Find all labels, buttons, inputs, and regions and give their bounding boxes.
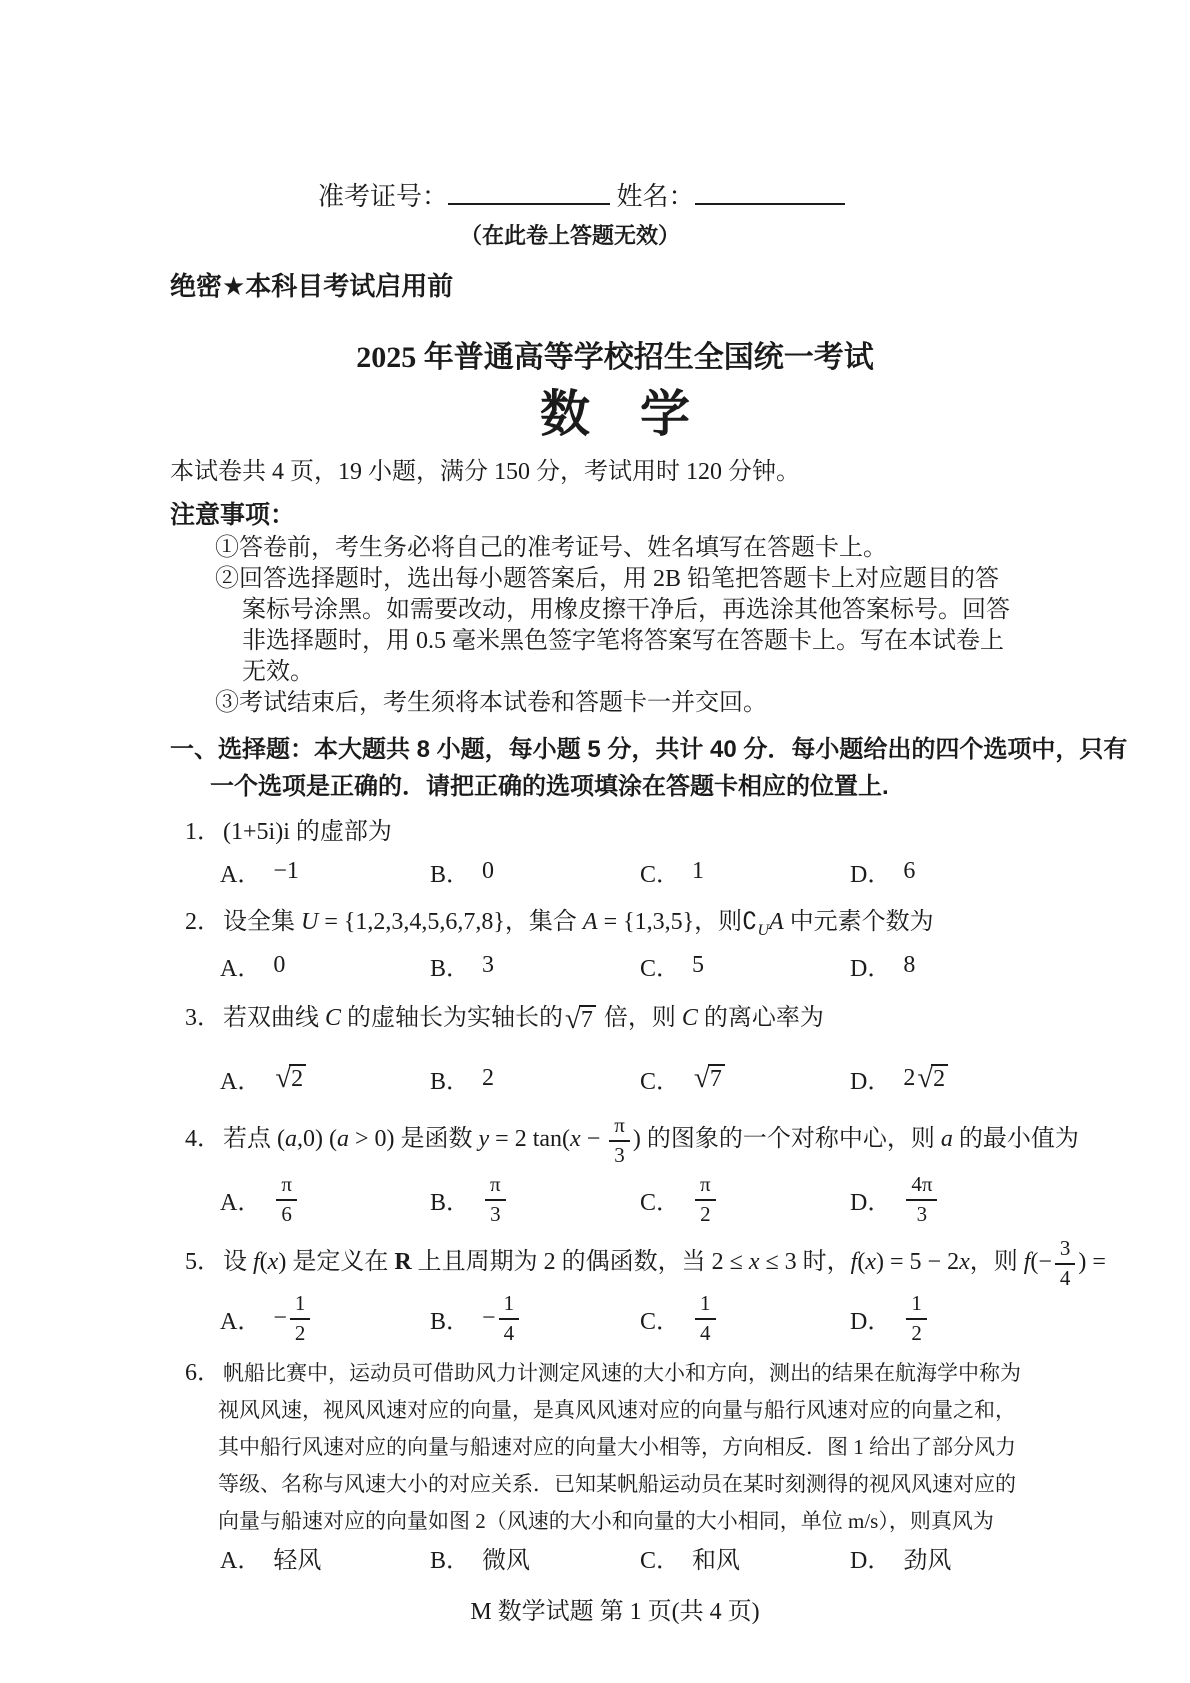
option-label: A．	[220, 1190, 262, 1217]
text-fragment: ，则	[969, 1248, 1024, 1275]
notice-item-2-line: ②回答选择题时，选出每小题答案后，用 2B 铅笔把答题卡上对应题目的答	[215, 566, 1000, 592]
math-fragment: 8	[903, 951, 916, 978]
fraction: $\frac{\pi}{2}$	[695, 1173, 716, 1226]
option	[220, 1540, 430, 1575]
math-fragment: −	[273, 1304, 287, 1331]
option	[640, 854, 850, 889]
admission-number-blank	[448, 179, 610, 205]
math-fragment: a	[336, 1125, 349, 1152]
section-one-heading	[170, 731, 1128, 805]
text-fragment: 设	[223, 1248, 253, 1275]
math-fragment: = {1,3,5}	[597, 909, 695, 935]
question-number: 3．	[185, 1004, 221, 1031]
text-fragment: 微风	[482, 1547, 531, 1574]
math-fragment: 2	[482, 1065, 495, 1092]
math-fragment: 1	[692, 858, 705, 884]
subject-title: 数 学	[540, 386, 690, 442]
option-value	[903, 858, 915, 885]
option-label: D．	[850, 955, 892, 982]
option-value	[692, 1173, 719, 1226]
math-fragment: 2 ≤	[711, 1248, 749, 1275]
option-label: B．	[430, 1069, 471, 1096]
math-fragment: 0	[482, 858, 495, 884]
option-value	[273, 1173, 300, 1226]
option	[850, 1173, 1060, 1226]
option-value	[903, 1064, 950, 1093]
page-footer: M 数学试题 第 1 页(共 4 页)	[470, 1598, 760, 1625]
option-label: A．	[220, 1069, 262, 1096]
math-fragment: −1	[273, 858, 299, 884]
math-fragment: > 0)	[348, 1125, 395, 1152]
math-fragment: f	[850, 1248, 858, 1275]
option-label: C．	[640, 955, 681, 982]
math-fragment: A	[769, 909, 784, 935]
option-label: C．	[640, 1547, 681, 1574]
option	[640, 1292, 850, 1345]
text-fragment: 和风	[692, 1547, 741, 1574]
secrecy-notice: 绝密★本科目考试启用前	[170, 271, 454, 301]
question-3-stem	[185, 997, 1060, 1034]
section-heading-line: 一、选择题：本大题共 8 小题，每小题 5 分，共计 40 分．每小题给出的四个选项中，只有	[170, 736, 1128, 763]
question-6-stem	[170, 1355, 1060, 1540]
invalid-note: （在此卷上答题无效）	[460, 223, 681, 248]
option-value	[903, 1173, 940, 1226]
option-value	[692, 858, 704, 885]
question-5-stem	[185, 1235, 1106, 1290]
question-6-line	[185, 1355, 1060, 1392]
option-label: C．	[640, 1190, 681, 1217]
option-value	[692, 1064, 727, 1093]
option	[430, 1173, 640, 1226]
question-4-stem	[185, 1112, 1079, 1167]
question-2-stem	[185, 901, 1060, 940]
text-fragment: ，则	[694, 909, 743, 935]
math-fragment: 5	[692, 951, 705, 978]
math-fragment: C	[681, 1004, 698, 1031]
radical: √ 7	[694, 1064, 725, 1093]
math-fragment: )	[278, 1248, 287, 1275]
question-number: 5．	[185, 1248, 221, 1275]
math-fragment: ) =	[1078, 1248, 1106, 1275]
math-fragment: (1+5i)i	[223, 819, 290, 845]
option-label: B．	[430, 1547, 471, 1574]
fraction: $\frac{1}{2}$	[906, 1292, 927, 1345]
option	[850, 1292, 1060, 1345]
math-fragment: 0	[273, 951, 286, 978]
option-value	[692, 1540, 740, 1575]
text-fragment: 上且周期为 2 的偶函数，当	[411, 1248, 712, 1275]
option-label: C．	[640, 1308, 681, 1335]
math-fragment: = {1,2,3,4,5,6,7,8}	[318, 909, 505, 935]
option-label: D．	[850, 1547, 892, 1574]
option-label: D．	[850, 1308, 892, 1335]
option-label: B．	[430, 955, 471, 982]
fraction: $\frac{1}{4}$	[695, 1292, 716, 1345]
question-1-stem	[185, 811, 1060, 846]
candidate-info-row	[318, 176, 1060, 213]
text-fragment: ，集合	[504, 909, 583, 935]
math-fragment: x	[748, 1248, 760, 1275]
question-text	[223, 1235, 1106, 1290]
option-value	[903, 1292, 930, 1345]
option-label: B．	[430, 862, 471, 888]
math-fragment: (	[277, 1125, 285, 1152]
text-fragment: 的图象的一个对称中心，则	[640, 1125, 941, 1152]
notice-item-2-line: 非选择题时，用 0.5 毫米黑色签字笔将答案写在答题卡上。写在本试卷上	[242, 628, 1004, 654]
option	[430, 1292, 640, 1345]
question-6-line: 其中船行风速对应的向量与船速对应的向量大小相等，方向相反．图 1 给出了部分风力	[218, 1434, 1016, 1459]
subscript: U	[757, 921, 770, 939]
notice-item-2	[170, 564, 1060, 688]
fraction: $\frac{\pi}{3}$	[609, 1114, 630, 1167]
math-fragment: a	[285, 1125, 297, 1152]
question-number: 2．	[185, 909, 221, 935]
option-label: A．	[220, 1308, 262, 1335]
option-label: B．	[430, 1308, 471, 1335]
math-fragment: U	[301, 909, 319, 935]
fraction: $\frac{\pi}{3}$	[485, 1173, 506, 1226]
math-fragment: x	[865, 1248, 876, 1275]
question-number: 6．	[185, 1359, 221, 1386]
question-6-line: 向量与船速对应的向量如图 2（风速的大小和向量的大小相同，单位 m/s），则真风为	[218, 1508, 994, 1533]
text-fragment: 轻风	[273, 1547, 322, 1574]
fraction: $\frac{4\pi}{3}$	[906, 1173, 937, 1226]
notice-item-1: ①答卷前，考生务必将自己的准考证号、姓名填写在答题卡上。	[215, 535, 887, 561]
option-value	[692, 1292, 719, 1345]
text-fragment: 是定义在	[286, 1248, 395, 1275]
option	[640, 1173, 850, 1226]
option-label: D．	[850, 862, 892, 888]
math-fragment: x	[959, 1248, 970, 1275]
option-label: C．	[640, 862, 681, 888]
option	[850, 948, 1060, 983]
math-fragment: −	[580, 1125, 607, 1152]
option	[430, 854, 640, 889]
question-1-options	[220, 854, 1060, 889]
fraction: $\frac{1}{2}$	[290, 1292, 311, 1345]
math-fragment: (−	[1030, 1248, 1052, 1275]
option-label: D．	[850, 1069, 892, 1096]
question-text	[223, 819, 392, 845]
math-fragment: −	[482, 1304, 496, 1331]
math-fragment: 3	[482, 951, 495, 978]
name-blank	[695, 179, 845, 205]
option	[430, 948, 640, 983]
option-value	[273, 952, 285, 979]
math-fragment: 2	[903, 1065, 916, 1092]
option	[430, 1540, 640, 1575]
text-fragment: 劲风	[903, 1547, 952, 1574]
text-fragment: 是函数	[394, 1125, 479, 1152]
option	[850, 1061, 1060, 1096]
question-2-options	[220, 948, 1060, 983]
option-value	[273, 1540, 321, 1575]
section-heading-line: 一个选项是正确的．请把正确的选项填涂在答题卡相应的位置上.	[210, 773, 889, 800]
text-fragment: 若点	[223, 1125, 277, 1152]
option-value	[482, 1065, 494, 1092]
math-fragment: a	[940, 1125, 953, 1152]
name-label: 姓名：	[616, 182, 695, 211]
option-label: A．	[220, 862, 262, 888]
text-fragment: 的离心率为	[697, 1004, 824, 1031]
question-number: 1．	[185, 819, 221, 845]
question-text	[223, 909, 934, 939]
text-fragment: 若双曲线	[223, 1004, 325, 1031]
option-value	[482, 858, 494, 885]
question-number: 4．	[185, 1125, 221, 1152]
option-value	[903, 952, 915, 979]
math-fragment: C	[325, 1004, 342, 1031]
question-4-options	[220, 1171, 1060, 1229]
option-value	[273, 1292, 313, 1345]
math-fragment: ,0) (	[297, 1125, 337, 1152]
math-fragment: A	[582, 909, 598, 935]
option-value	[273, 858, 299, 885]
option	[220, 948, 430, 983]
text-fragment: 的最小值为	[952, 1125, 1079, 1152]
math-fragment: f	[253, 1248, 260, 1275]
radical: √ 7	[565, 1005, 596, 1034]
option	[640, 948, 850, 983]
option-label: C．	[640, 1069, 681, 1096]
math-fragment: x	[570, 1125, 581, 1152]
math-fragment: ) = 5 − 2	[876, 1248, 960, 1275]
math-fragment: x	[267, 1248, 279, 1275]
question-5-options	[220, 1292, 1060, 1345]
math-fragment: (	[259, 1248, 268, 1275]
option	[850, 1540, 1060, 1575]
math-fragment: f	[1023, 1248, 1031, 1275]
text-fragment: 的虚部为	[289, 819, 392, 845]
option-value	[903, 1540, 951, 1575]
math-fragment: ≤ 3	[759, 1248, 797, 1275]
text-fragment: 中元素个数为	[783, 909, 934, 935]
question-6-line: 视风风速，视风风速对应的向量，是真风风速对应的向量与船行风速对应的向量之和，	[218, 1397, 1016, 1422]
notice-item-2-line: 无效。	[242, 659, 314, 685]
question-text: 帆船比赛中，运动员可借助风力计测定风速的大小和方向，测出的结果在航海学中称为	[223, 1360, 1021, 1385]
option-value	[482, 1292, 522, 1345]
option	[430, 1061, 640, 1096]
option-value	[482, 1540, 530, 1575]
radical: √ 2	[917, 1064, 948, 1093]
notice-item-3: ③考试结束后，考生须将本试卷和答题卡一并交回。	[215, 690, 767, 716]
option	[850, 854, 1060, 889]
notice-item-2-line: 案标号涂黑。如需要改动，用橡皮擦干净后，再选涂其他答案标号。回答	[242, 597, 1010, 623]
option	[220, 1292, 430, 1345]
fraction: $\frac{3}{4}$	[1055, 1237, 1076, 1290]
option	[220, 854, 430, 889]
option	[640, 1540, 850, 1575]
option-label: A．	[220, 1547, 262, 1574]
exam-title: 2025 年普通高等学校招生全国统一考试	[356, 341, 874, 374]
question-text	[223, 1002, 824, 1035]
option-label: B．	[430, 1190, 471, 1217]
fraction: $\frac{1}{4}$	[499, 1292, 520, 1345]
question-3-options	[220, 1060, 1060, 1098]
text-fragment: 倍，则	[597, 1004, 682, 1031]
math-fragment: )	[632, 1125, 641, 1152]
paper-info: 本试卷共 4 页，19 小题，满分 150 分，考试用时 120 分钟。	[170, 459, 800, 485]
option-label: A．	[220, 955, 262, 982]
question-text	[223, 1112, 1079, 1167]
math-fragment: 6	[903, 858, 916, 884]
option-value	[482, 952, 494, 979]
option	[220, 1173, 430, 1226]
text-fragment: 的虚轴长为实轴长的	[341, 1004, 564, 1031]
math-fragment: R	[394, 1248, 412, 1275]
notice-heading: 注意事项：	[170, 501, 296, 529]
option-value	[273, 1064, 308, 1093]
radical: √ 2	[275, 1064, 306, 1093]
math-fragment: ∁	[742, 909, 758, 935]
question-6-options	[220, 1540, 1060, 1575]
text-fragment: 时，	[796, 1248, 851, 1275]
admission-number-label: 准考证号：	[318, 182, 449, 211]
option-label: D．	[850, 1190, 892, 1217]
text-fragment: 设全集	[223, 909, 301, 935]
option-value	[482, 1173, 509, 1226]
option	[640, 1061, 850, 1096]
option-value	[692, 952, 704, 979]
fraction: $\frac{\pi}{6}$	[276, 1173, 297, 1226]
question-6-line: 等级、名称与风速大小的对应关系．已知某帆船运动员在某时刻测得的视风风速对应的	[218, 1471, 1016, 1496]
option	[220, 1061, 430, 1096]
math-fragment: = 2 tan(	[489, 1125, 571, 1152]
math-fragment: y	[478, 1125, 490, 1152]
math-fragment: (	[857, 1248, 866, 1275]
